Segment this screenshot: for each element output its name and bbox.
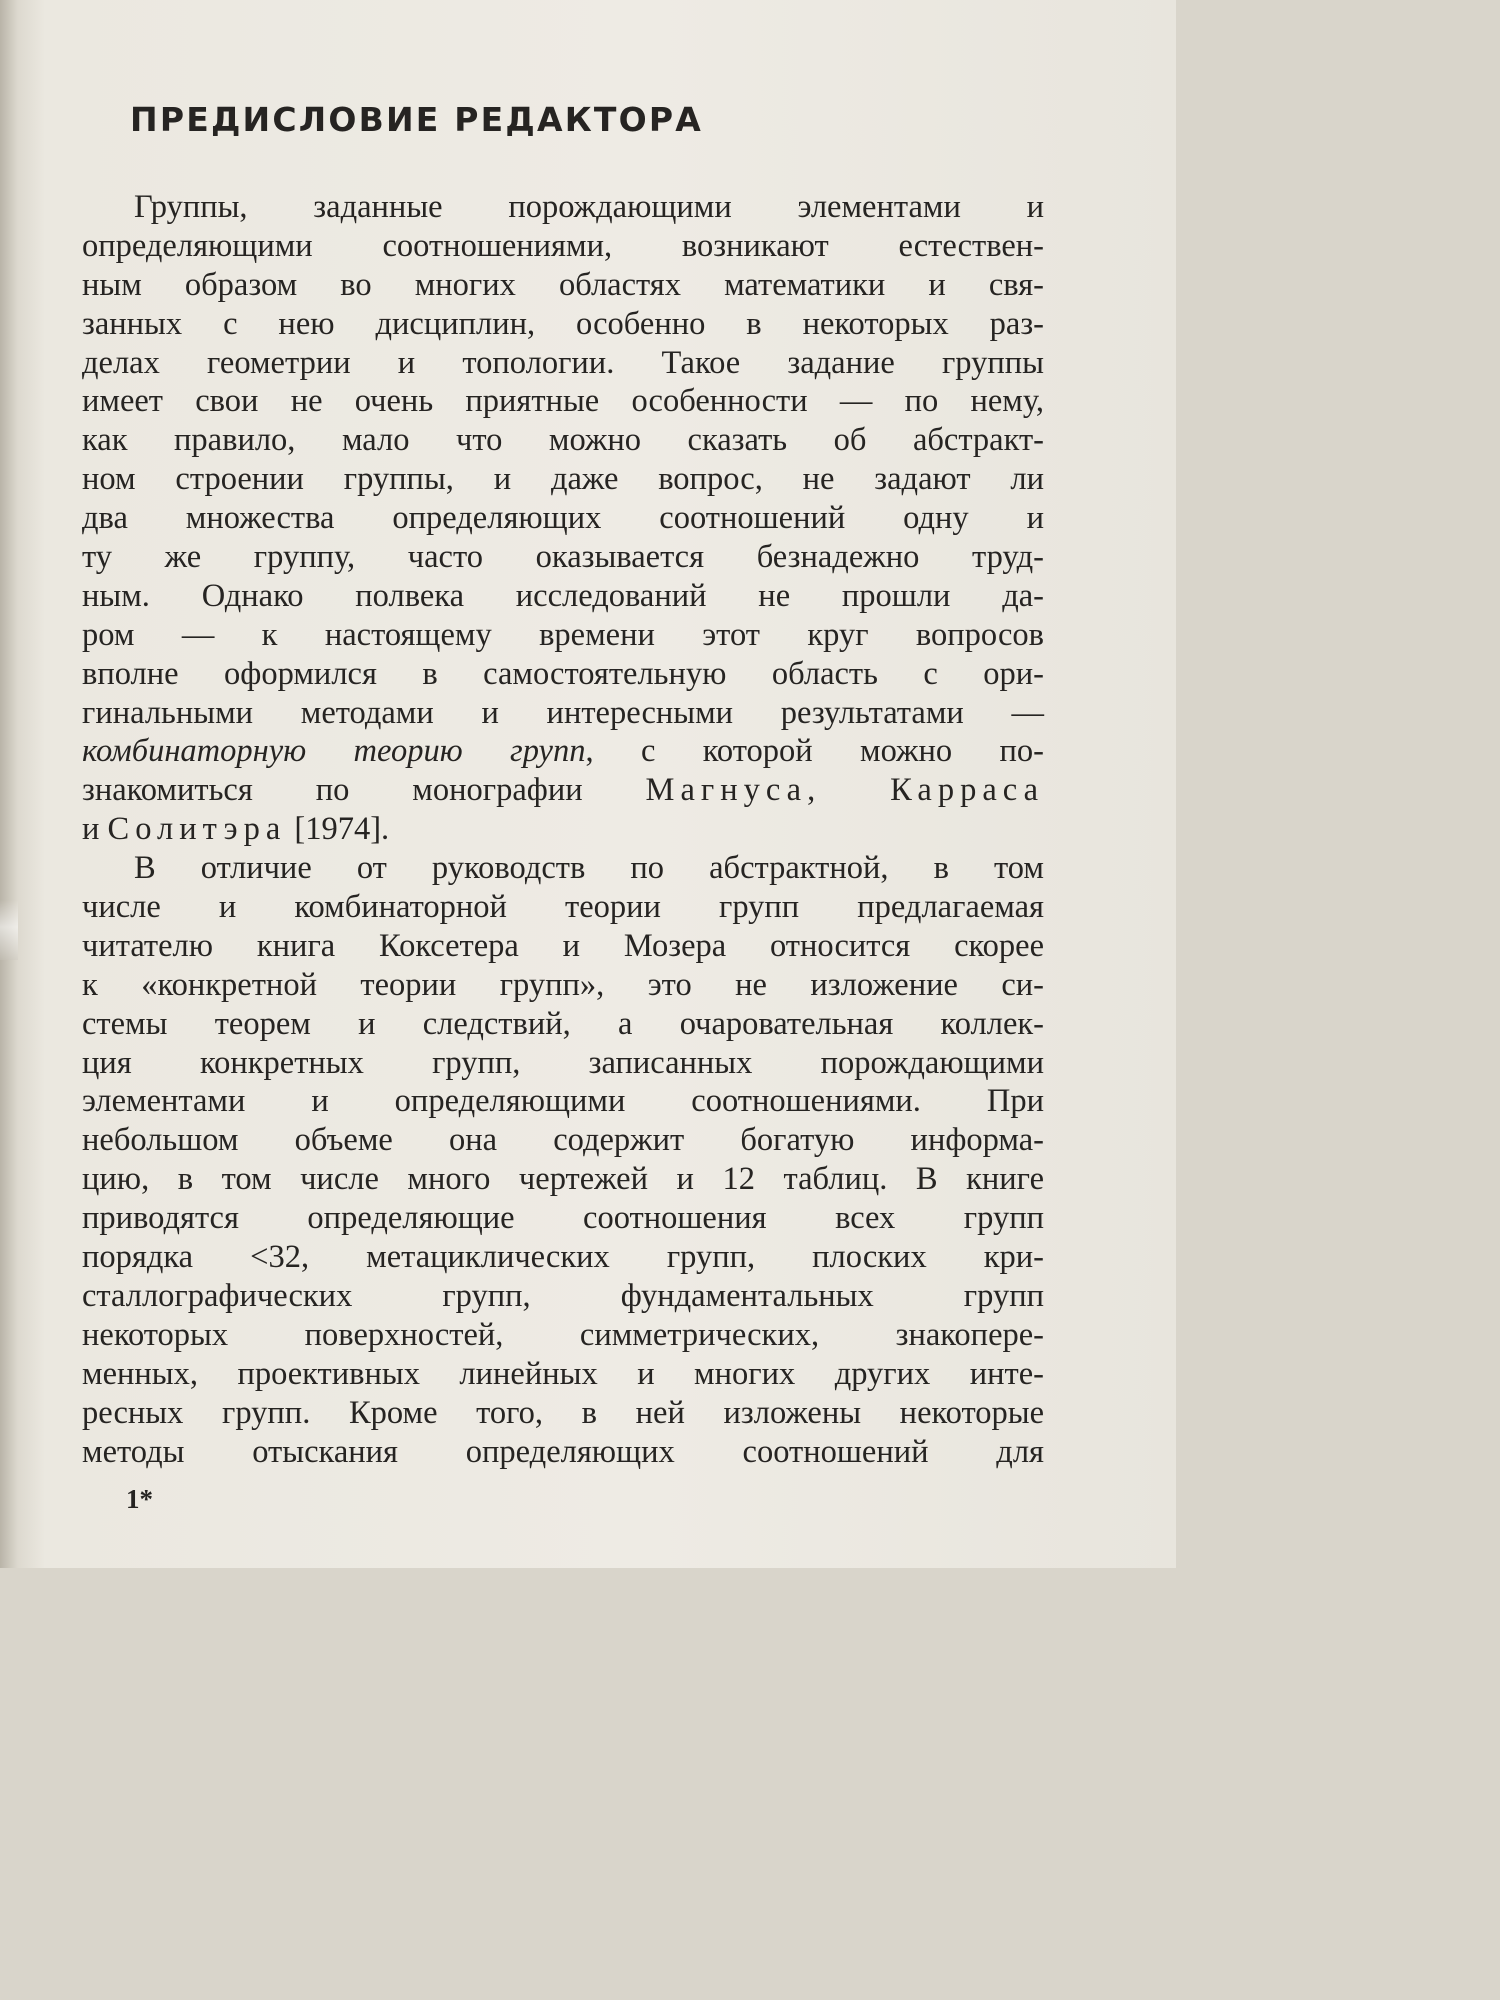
- text-line: занных с нею дисциплин, особенно в некоторых раз-: [82, 305, 1044, 342]
- text-line: два множества определяющих соотношений одну и: [82, 500, 1044, 537]
- text-line: гинальными методами и интересными результатами —: [82, 694, 1044, 731]
- text-line: менных, проективных линейных и многих других инте-: [82, 1355, 1044, 1392]
- text-run: и: [82, 811, 108, 848]
- text-line: вполне оформился в самостоятельную область с ори-: [82, 655, 1044, 692]
- text-line: ресных групп. Кроме того, в ней изложены некоторые: [82, 1394, 1044, 1431]
- text-line: ция конкретных групп, записанных порождающими: [82, 1044, 1044, 1081]
- text-line: Группы, заданные порождающими элементами и: [134, 189, 1044, 225]
- text-line: небольшом объеме она содержит богатую информа-: [82, 1122, 1044, 1159]
- signature-mark: 1*: [126, 1484, 153, 1514]
- text-line: цию, в том числе много чертежей и 12 таблиц. В книге: [82, 1161, 1044, 1198]
- page-crease: [0, 900, 18, 960]
- text-line: В отличие от руководств по абстрактной, в том: [134, 850, 1044, 887]
- text-line: к «конкретной теории групп», это не изложение си-: [82, 966, 1044, 1003]
- text-line: имеет свои не очень приятные особенности — по нему,: [82, 383, 1044, 420]
- text-line: ту же группу, часто оказывается безнадежно труд-: [82, 539, 1044, 576]
- text-line: читателю книга Коксетера и Мозера относится скорее: [82, 927, 1044, 964]
- text-line: стемы теорем и следствий, а очаровательная коллек-: [82, 1005, 1044, 1042]
- text-line: некоторых поверхностей, симметрических, знакопере-: [82, 1316, 1044, 1353]
- text-line: [82, 732, 1044, 771]
- text-line: ным. Однако полвека исследований не прошли да-: [82, 577, 1044, 614]
- citation-year: [1974].: [286, 811, 390, 848]
- text-run: , с которой можно по-: [585, 733, 1044, 770]
- italic-term: комбинаторную теорию групп: [82, 733, 586, 770]
- text-line: определяющими соотношениями, возникают естествен-: [82, 227, 1044, 264]
- text-line: ром — к настоящему времени этот круг вопросов: [82, 616, 1044, 653]
- text-line: сталлографических групп, фундаментальных групп: [82, 1277, 1044, 1314]
- text-line: [82, 810, 1044, 849]
- text-line: методы отыскания определяющих соотношений для: [82, 1433, 1044, 1470]
- text-run: знакомиться по монографии: [82, 772, 646, 809]
- text-line: элементами и определяющими соотношениями. При: [82, 1083, 1044, 1120]
- author-name: Солитэра: [107, 811, 287, 848]
- text-line: как правило, мало что можно сказать об абстракт-: [82, 422, 1044, 459]
- text-line: порядка <32, метациклических групп, плоских кри-: [82, 1239, 1044, 1276]
- text-line: [82, 771, 1044, 810]
- body-text: [82, 188, 1044, 1471]
- author-names: Магнуса, Карраса: [645, 772, 1044, 809]
- text-line: ным образом во многих областях математики и свя-: [82, 266, 1044, 303]
- text-line: ном строении группы, и даже вопрос, не задают ли: [82, 461, 1044, 498]
- text-line: числе и комбинаторной теории групп предлагаемая: [82, 889, 1044, 926]
- text-line: делах геометрии и топологии. Такое задание группы: [82, 344, 1044, 381]
- page-heading: ПРЕДИСЛОВИЕ РЕДАКТОРА: [130, 100, 703, 139]
- paragraph-2: [82, 849, 1044, 1471]
- paragraph-1: [82, 188, 1044, 849]
- text-line: приводятся определяющие соотношения всех групп: [82, 1200, 1044, 1237]
